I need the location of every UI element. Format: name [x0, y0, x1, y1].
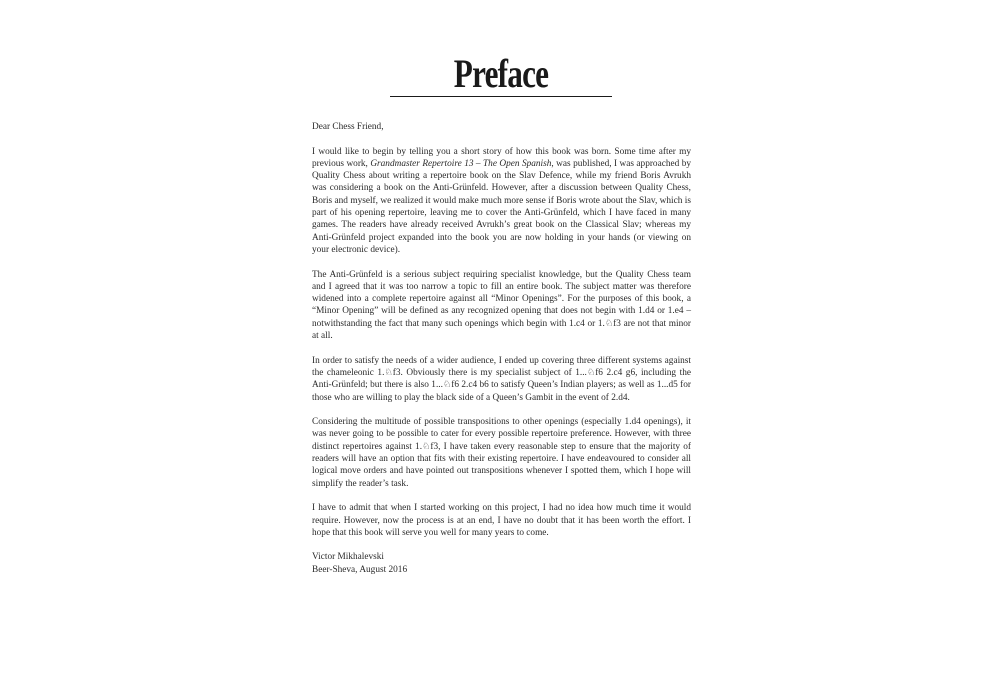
place-and-date: Beer-Sheva, August 2016 — [312, 564, 408, 575]
author-name: Victor Mikhalevski — [312, 552, 384, 563]
paragraph-3: In order to satisfy the needs of a wider audience, I ended up covering three different systems against the chameleonic 1.♘f3. Obviously there is my specialist subject of 1...♘f6 2.c4 g6, including the Anti-Grünfeld; but there is also 1...♘f6 2.c4 b6 to satisfy Queen’s Indian players; as well as 1...d5 for those who are willing to play the black side of a Queen’s Gambit in the event of 2.d4. — [312, 355, 691, 403]
paragraph-1-end: , was published, I was approached by Quality Chess about writing a repertoire book on the Slav Defence, while my friend Boris Avrukh was considering a book on the Anti-Grünfeld. However, after a discussion between Quality Chess, Boris and myself, we realized it would make much more sense if Boris wrote about the Slav, which is part of his opening repertoire, leaving me to cover the Anti-Grünfeld, which I have faced in many games. The readers have already received Avrukh’s great book on the Classical Slav; whereas my Anti-Grünfeld project expanded into the book you are now holding in your hands (or viewing on your electronic device). — [312, 158, 691, 255]
title-underline — [390, 96, 612, 97]
paragraph-4: Considering the multitude of possible transpositions to other openings (especially 1.d4 openings), it was never going to be possible to cater for every possible repertoire preference. However, with three distinct repertoires against 1.♘f3, I have taken every reasonable step to ensure that the majority of readers will have an option that fits with their existing repertoire. I have endeavoured to consider all logical move orders and have pointed out transpositions whenever I spotted them, which I hope will simplify the reader’s task. — [312, 417, 691, 489]
salutation: Dear Chess Friend, — [312, 122, 384, 132]
paragraph-1 — [312, 146, 691, 257]
book-title: Grandmaster Repertoire 13 – The Open Spanish — [370, 158, 552, 169]
page-title: Preface — [453, 51, 549, 96]
paragraph-5: I have to admit that when I started working on this project, I had no idea how much time it would require. However, now the process is at an end, I have no doubt that it has been worth the effort. I hope that this book will serve you well for many years to come. — [312, 503, 691, 538]
preface-body — [312, 121, 691, 576]
paragraph-2: The Anti-Grünfeld is a serious subject requiring specialist knowledge, but the Quality Chess team and I agreed that it was too narrow a topic to fill an entire book. The subject matter was therefore widened into a complete repertoire against all “Minor Openings”. For the purposes of this book, a “Minor Opening” will be defined as any recognized opening that does not begin with 1.d4 or 1.e4 – notwithstanding the fact that many such openings which begin with 1.c4 or 1.♘f3 are not that minor at all. — [312, 269, 691, 342]
paragraph-1-start: I would like to begin by telling you a short story of how this book was born. Some time after my previous work, — [312, 146, 691, 169]
